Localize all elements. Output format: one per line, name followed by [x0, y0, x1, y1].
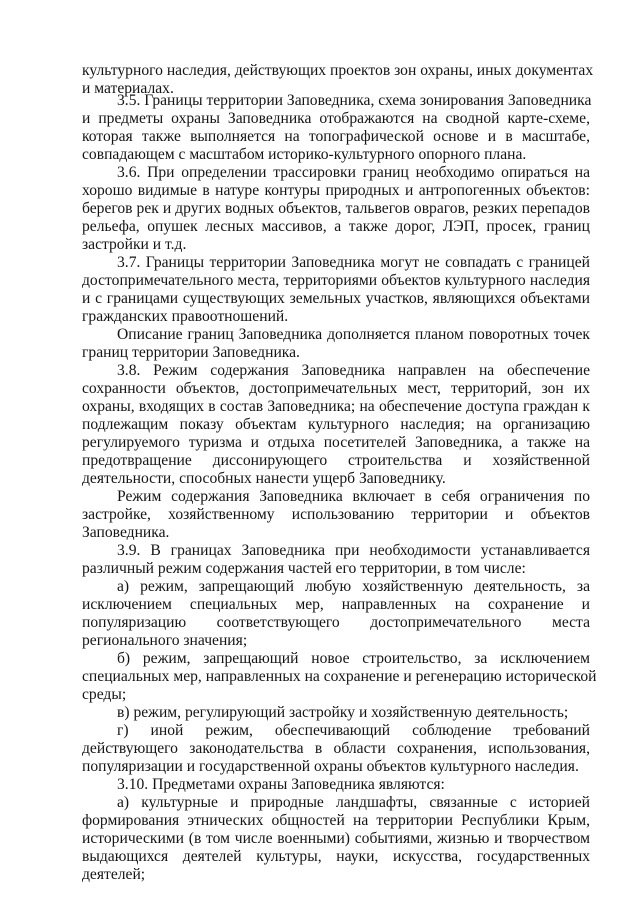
text-line: в) режим, регулирующий застройку и хозяйственную деятельность; [117, 704, 569, 721]
text-line: 3.6. При определении трассировки границ необходимо опираться на [117, 164, 590, 181]
text-line: подлежащим показу объектам культурного наследия; на организацию [82, 416, 590, 433]
text-line: выдающихся деятелей культуры, науки, искусства, государственных [82, 848, 590, 865]
text-line: хорошо видимые в натуре контуры природных и антропогенных объектов: [82, 182, 590, 199]
text-line: предотвращение диссонирующего строительства и хозяйственной [82, 452, 590, 469]
text-line: и с границами существующих земельных участков, являющихся объектами [82, 290, 590, 307]
text-line: которая также выполняется на топографической основе и в масштабе, [82, 128, 590, 145]
text-line: 3.8. Режим содержания Заповедника направлен на обеспечение [117, 362, 590, 379]
text-line: и материалах. [82, 80, 174, 97]
text-line: 3.5. Границы территории Заповедника, схема зонирования Заповедника [117, 92, 592, 109]
text-line: а) культурные и природные ландшафты, связанные с историей [117, 794, 590, 811]
text-line: сохранности объектов, достопримечательных мест, территорий, зон их [82, 380, 590, 397]
text-line: среды; [82, 686, 127, 703]
text-line: формирования этнических общностей на территории Республики Крым, [82, 812, 590, 829]
text-line: исключением специальных мер, направленных на сохранение и [82, 596, 590, 613]
text-line: застройки и т.д. [82, 236, 187, 253]
text-line: Режим содержания Заповедника включает в себя ограничения по [117, 488, 590, 505]
text-line: границ территории Заповедника. [82, 344, 300, 361]
text-line: Описание границ Заповедника дополняется планом поворотных точек [117, 326, 590, 343]
text-line: популяризацию соответствующего достопримечательного места [82, 614, 590, 631]
text-line: достопримечательного места, территориями объектов культурного наследия [82, 272, 590, 289]
text-line: охраны, входящих в состав Заповедника; на обеспечение доступа граждан к [82, 398, 590, 415]
text-line: 3.7. Границы территории Заповедника могут не совпадать с границей [117, 254, 590, 271]
text-line: действующего законодательства в области сохранения, использования, [82, 740, 590, 757]
text-line: различный режим содержания частей его территории, в том числе: [82, 560, 526, 577]
text-line: культурного наследия, действующих проектов зон охраны, иных документах [82, 62, 594, 79]
text-line: Заповедника. [82, 524, 170, 541]
text-line: регионального значения; [82, 632, 248, 649]
text-line: гражданских правоотношений. [82, 308, 289, 325]
text-line: популяризации и государственной охраны объектов культурного наследия. [82, 758, 579, 775]
text-line: регулируемого туризма и отдыха посетителей Заповедника, а также на [82, 434, 590, 451]
text-line: и предметы охраны Заповедника отображаются на сводной карте-схеме, [82, 110, 590, 127]
text-line: деятельности, способных нанести ущерб Заповеднику. [82, 470, 446, 487]
text-line: специальных мер, направленных на сохранение и регенерацию исторической [82, 668, 597, 685]
text-line: застройке, хозяйственному использованию территории и объектов [82, 506, 590, 523]
text-line: г) иной режим, обеспечивающий соблюдение требований [117, 722, 590, 739]
text-line: деятелей; [82, 866, 146, 883]
text-line: а) режим, запрещающий любую хозяйственную деятельность, за [117, 578, 590, 595]
text-line: 3.9. В границах Заповедника при необходимости устанавливается [117, 542, 590, 559]
text-line: б) режим, запрещающий новое строительство, за исключением [117, 650, 590, 667]
text-line: 3.10. Предметами охраны Заповедника являются: [117, 776, 445, 793]
text-line: рельефа, опушек лесных массивов, а также дорог, ЛЭП, просек, границ [82, 218, 590, 235]
text-line: совпадающем с масштабом историко-культурного опорного плана. [82, 146, 527, 163]
text-line: историческими (в том числе военными) событиями, жизнью и творчеством [82, 830, 590, 847]
text-line: берегов рек и других водных объектов, тальвегов оврагов, резких перепадов [82, 200, 590, 217]
